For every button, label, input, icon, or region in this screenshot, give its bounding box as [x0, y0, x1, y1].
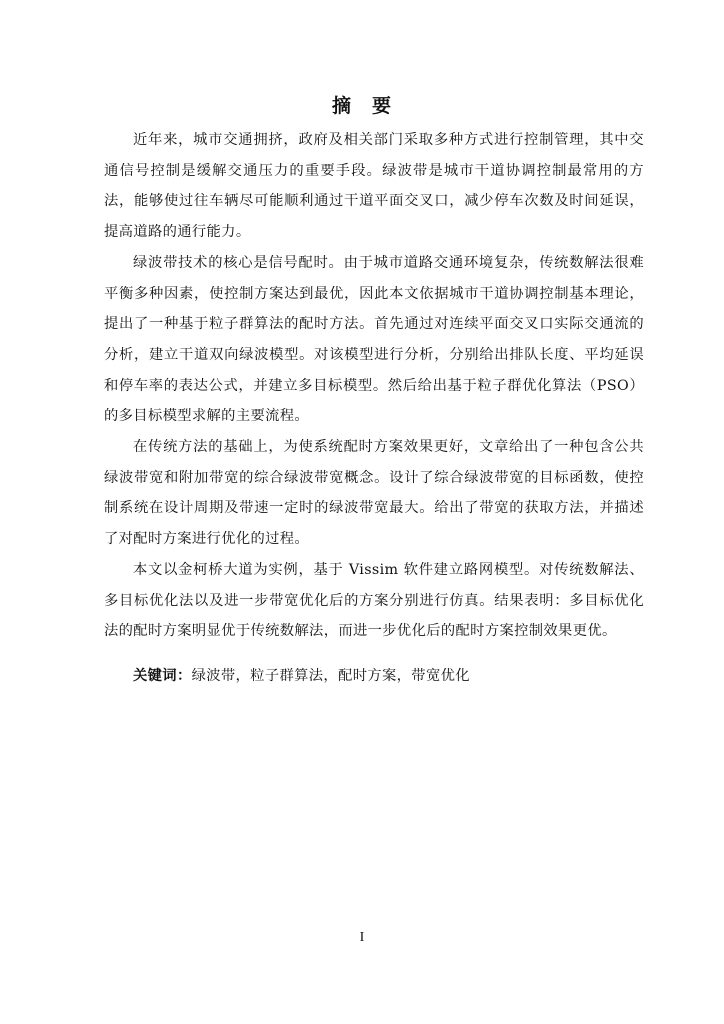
abstract-body: [104, 125, 644, 647]
keywords-label: 关键词：: [133, 668, 192, 684]
abstract-paragraph-4: 本文以金柯桥大道为实例，基于 Vissim 软件建立路网模型。对传统数解法、多目标优化法以及进一步带宽优化后的方案分别进行仿真。结果表明：多目标优化法的配时方案明显优于传统数解法，而进一步优化后的配时方案控制效果更优。: [104, 561, 644, 640]
keywords-line: [133, 662, 643, 690]
abstract-title: 摘 要: [331, 95, 392, 117]
abstract-paragraph-2: 绿波带技术的核心是信号配时。由于城市道路交通环境复杂，传统数解法很难平衡多种因素，使控制方案达到最优，因此本文依据城市干道协调控制基本理论，提出了一种基于粒子群算法的配时方法。首先通过对连续平面交叉口实际交通流的分析，建立干道双向绿波模型。对该模型进行分析，分别给出排队长度、平均延误和停车率的表达公式，并建立多目标模型。然后给出基于粒子群优化算法（PSO）的多目标模型求解的主要流程。: [104, 254, 644, 425]
abstract-paragraph-3: 在传统方法的基础上，为使系统配时方案效果更好，文章给出了一种包含公共绿波带宽和附加带宽的综合绿波带宽概念。设计了综合绿波带宽的目标函数，使控制系统在设计周期及带速一定时的绿波带宽最大。给出了带宽的获取方法，并描述了对配时方案进行优化的过程。: [104, 439, 644, 548]
keywords-value: 绿波带，粒子群算法，配时方案，带宽优化: [191, 668, 470, 684]
page-number: I: [359, 930, 365, 945]
abstract-paragraph-1: 近年来，城市交通拥挤，政府及相关部门采取多种方式进行控制管理，其中交通信号控制是缓解交通压力的重要手段。绿波带是城市干道协调控制最常用的方法，能够使过往车辆尽可能顺利通过干道平面交叉口，减少停车次数及时间延误，提高道路的通行能力。: [104, 132, 644, 241]
